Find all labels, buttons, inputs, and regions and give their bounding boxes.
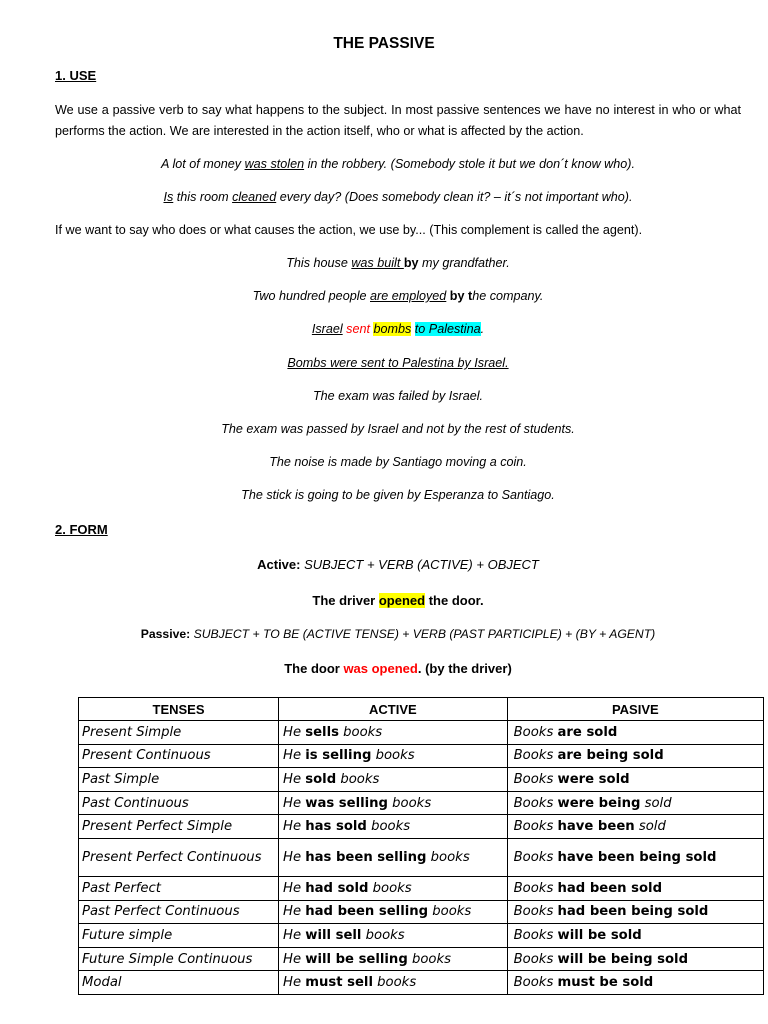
example-text: .: [480, 322, 485, 336]
active-cell: [279, 744, 508, 768]
active-object: books: [366, 819, 411, 835]
subject-word: Israel: [311, 322, 343, 336]
example-text: This house: [286, 256, 352, 270]
passive-verb: Is: [163, 190, 174, 204]
active-verb: has been selling: [305, 849, 427, 865]
tense-name: Present Simple: [82, 724, 182, 740]
active-formula: [0, 557, 768, 572]
passive-verb: were sold: [557, 771, 630, 787]
tense-name: Past Perfect: [82, 880, 161, 896]
active-subject: He: [283, 795, 306, 811]
active-verb: had been selling: [305, 904, 429, 920]
example-text: The driver: [312, 593, 379, 608]
active-verb: was selling: [305, 795, 388, 811]
tense-cell: [79, 744, 279, 768]
section-form-heading: 2. FORM: [55, 522, 108, 537]
active-subject: He: [283, 771, 306, 787]
example-text: the door.: [425, 593, 484, 608]
active-object: books: [407, 951, 451, 967]
active-subject: He: [283, 904, 306, 920]
example-noise-made: The noise is made by Santiago moving a coin.: [269, 455, 527, 469]
active-example: [0, 593, 768, 608]
passive-cell: [507, 744, 763, 768]
tense-name: Present Perfect Simple: [82, 819, 233, 835]
active-cell: [279, 947, 508, 971]
active-subject: He: [283, 724, 306, 740]
passive-verb: will be sold: [557, 927, 642, 943]
active-cell: [279, 838, 508, 876]
active-cell: [279, 876, 508, 900]
passive-subject: Books: [513, 819, 558, 835]
active-object: books: [336, 771, 380, 787]
agent-by: by t: [446, 289, 473, 303]
example-text: my grandfather.: [418, 256, 510, 270]
table-row: [79, 815, 764, 839]
column-header-active: ACTIVE: [279, 698, 508, 721]
passive-subject: Books: [513, 975, 558, 991]
active-label: Active:: [257, 557, 301, 572]
example-text: The door: [284, 661, 344, 676]
active-verb: had sold: [305, 880, 369, 896]
active-verb: will sell: [305, 927, 362, 943]
passive-cell: [507, 971, 763, 995]
passive-verb: was built: [351, 256, 404, 270]
passive-verb: was stolen: [244, 157, 305, 171]
column-header-pasive: PASIVE: [507, 698, 763, 721]
active-object: books: [368, 880, 412, 896]
active-verb: will be selling: [305, 951, 408, 967]
passive-subject: Books: [513, 849, 558, 865]
tense-cell: [79, 721, 279, 745]
passive-subject: Books: [513, 771, 558, 787]
passive-subject: Books: [513, 748, 558, 764]
tense-cell: [79, 876, 279, 900]
active-verb: opened: [378, 593, 426, 608]
section-use-heading: 1. USE: [55, 68, 97, 83]
example-israel-sent: [0, 322, 768, 336]
passive-cell: [507, 815, 763, 839]
example-text: A lot of money: [161, 157, 245, 171]
passive-cell: [507, 924, 763, 948]
passive-verb: was opened: [343, 661, 418, 676]
passive-cell: [507, 721, 763, 745]
example-exam-passed: The exam was passed by Israel and not by the rest of students.: [221, 422, 575, 436]
table-body: [79, 721, 764, 995]
active-object: books: [338, 724, 383, 740]
active-subject: He: [283, 819, 306, 835]
passive-cell: [507, 791, 763, 815]
agent-intro-paragraph: If we want to say who does or what causes the action, we use by... (This complement is called the agent).: [55, 223, 643, 237]
example-text: this room: [173, 190, 233, 204]
passive-cell: [507, 900, 763, 924]
active-object: books: [372, 975, 417, 991]
active-subject: He: [283, 849, 306, 865]
table-row: [79, 947, 764, 971]
agent-by: by: [403, 256, 419, 270]
tense-cell: [79, 815, 279, 839]
active-subject: He: [283, 927, 306, 943]
tense-cell: [79, 768, 279, 792]
use-intro-paragraph: We use a passive verb to say what happens to the subject. In most passive sentences we have no interest in who or what performs the action. We are interested in the action itself, who or what is affected by the action.: [55, 103, 741, 138]
tense-cell: [79, 791, 279, 815]
table-row: [79, 791, 764, 815]
passive-verb: had been sold: [557, 880, 663, 896]
tense-name: Present Continuous: [82, 748, 211, 764]
passive-cell: [507, 768, 763, 792]
active-cell: [279, 900, 508, 924]
passive-subject: Books: [513, 880, 558, 896]
tense-name: Present Perfect Continuous: [82, 849, 262, 865]
passive-subject: Books: [513, 927, 558, 943]
active-subject: He: [283, 975, 306, 991]
example-text: he company.: [472, 289, 544, 303]
active-object: books: [428, 904, 472, 920]
tenses-table: [78, 697, 764, 995]
passive-verb: are sold: [557, 724, 618, 740]
active-verb: must sell: [305, 975, 373, 991]
active-cell: [279, 768, 508, 792]
example-text: . (by the driver): [417, 661, 512, 676]
example-stick-given: The stick is going to be given by Esperanza to Santiago.: [241, 488, 555, 502]
passive-rest: sold: [640, 795, 672, 811]
active-subject: He: [283, 951, 306, 967]
active-object: books: [426, 849, 470, 865]
formula-text: SUBJECT + VERB (ACTIVE) + OBJECT: [300, 557, 539, 572]
passive-verb: cleaned: [232, 190, 277, 204]
column-header-tenses: TENSES: [79, 698, 279, 721]
active-verb: sold: [305, 771, 337, 787]
tense-cell: [79, 971, 279, 995]
example-people-employed: [0, 289, 768, 303]
passive-verb: have been: [557, 819, 635, 835]
table-header-row: [79, 698, 764, 721]
passive-subject: Books: [513, 724, 558, 740]
example-bombs-sent: Bombs were sent to Palestina by Israel.: [287, 356, 509, 370]
tense-name: Past Simple: [82, 771, 160, 787]
passive-verb: are employed: [370, 289, 447, 303]
tense-name: Modal: [82, 975, 122, 991]
tense-name: Future Simple Continuous: [82, 951, 253, 967]
example-text: in the robbery. (Somebody stole it but we don´t know who).: [304, 157, 635, 171]
tense-name: Past Perfect Continuous: [82, 904, 240, 920]
active-verb: is selling: [305, 748, 372, 764]
verb-word: sent: [346, 322, 370, 336]
table-row: [79, 838, 764, 876]
active-subject: He: [283, 880, 306, 896]
example-money-stolen: [0, 157, 768, 171]
example-exam-failed: The exam was failed by Israel.: [312, 389, 484, 403]
table-row: [79, 900, 764, 924]
passive-verb: have been being sold: [557, 849, 717, 865]
tense-cell: [79, 924, 279, 948]
passive-cell: [507, 838, 763, 876]
table-row: [79, 721, 764, 745]
active-cell: [279, 791, 508, 815]
tense-name: Past Continuous: [82, 795, 189, 811]
passive-verb: are being sold: [557, 748, 664, 764]
table-row: [79, 971, 764, 995]
passive-verb: had been being sold: [557, 904, 709, 920]
active-object: books: [371, 748, 415, 764]
formula-text: SUBJECT + TO BE (ACTIVE TENSE) + VERB (PAST PARTICIPLE) + (BY + AGENT): [190, 627, 656, 641]
passive-subject: Books: [513, 795, 558, 811]
passive-verb: will be being sold: [557, 951, 689, 967]
example-house-built: [0, 256, 768, 270]
example-text: every day? (Does somebody clean it? – it´s not important who).: [276, 190, 633, 204]
active-verb: has sold: [305, 819, 367, 835]
active-object: books: [361, 927, 405, 943]
table-row: [79, 924, 764, 948]
tense-cell: [79, 947, 279, 971]
example-text: Two hundred people: [252, 289, 370, 303]
passive-formula: [0, 627, 768, 641]
complement-word: to Palestina: [414, 322, 481, 336]
passive-example: [0, 661, 768, 676]
passive-verb: were being: [557, 795, 641, 811]
table-row: [79, 876, 764, 900]
passive-label: Passive:: [140, 627, 191, 641]
tense-cell: [79, 900, 279, 924]
passive-subject: Books: [513, 904, 558, 920]
passive-subject: Books: [513, 951, 558, 967]
passive-verb: must be sold: [557, 975, 654, 991]
object-word: bombs: [373, 322, 412, 336]
passive-cell: [507, 947, 763, 971]
example-room-cleaned: [0, 190, 768, 204]
table-row: [79, 744, 764, 768]
tense-name: Future simple: [82, 927, 173, 943]
active-subject: He: [283, 748, 306, 764]
active-cell: [279, 721, 508, 745]
active-object: books: [387, 795, 432, 811]
page-title: THE PASSIVE: [333, 35, 435, 52]
tense-cell: [79, 838, 279, 876]
active-verb: sells: [305, 724, 339, 740]
passive-cell: [507, 876, 763, 900]
passive-rest: sold: [634, 819, 666, 835]
active-cell: [279, 815, 508, 839]
active-cell: [279, 971, 508, 995]
active-cell: [279, 924, 508, 948]
table-row: [79, 768, 764, 792]
